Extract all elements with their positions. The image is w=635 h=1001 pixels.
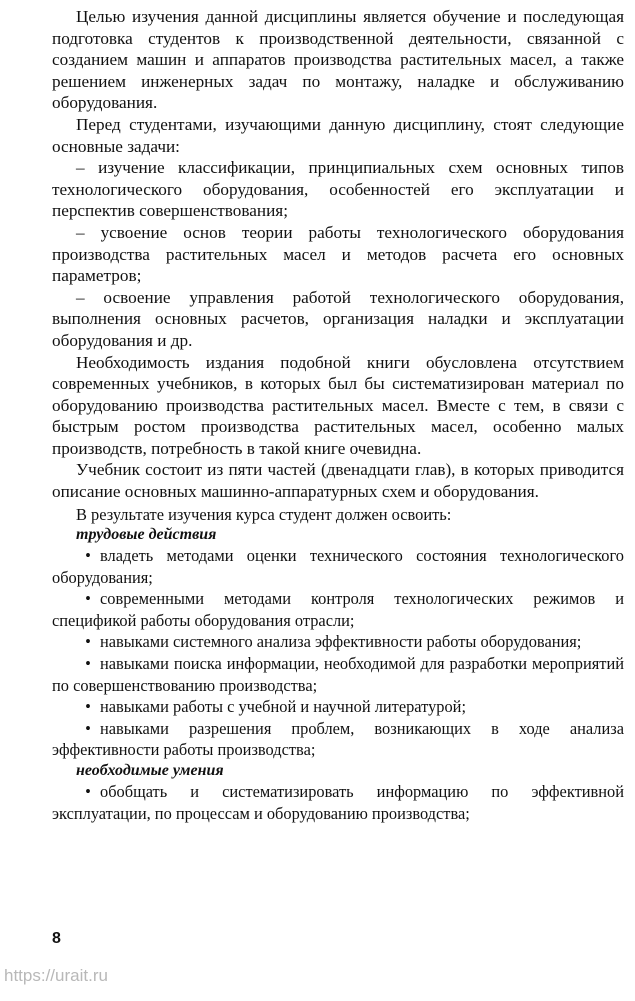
footer-url[interactable]: https://urait.ru	[4, 966, 108, 985]
paragraph-necessity: Необходимость издания подобной книги обусловлена отсутствием современных учебников, в которых был бы систематизирован материал по оборудованию производства растительных масел. Вместе с тем, в связи с быстрым ростом производства растительных масел, особенно малых производств, потребность в такой книге очевидна.	[52, 352, 624, 458]
bullet-icon: •	[85, 589, 91, 609]
task-item: – освоение управления работой технологического оборудования, выполнения основных расчетов, организация наладки и эксплуатации оборудования и др.	[52, 287, 624, 350]
paragraph-structure: Учебник состоит из пяти частей (двенадцати глав), в которых приводится описание основных машинно-аппаратурных схем и оборудования.	[52, 460, 624, 502]
list-item: • обобщать и систематизировать информацию по эффективной эксплуатации, по процессам и оборудованию производства;	[52, 782, 624, 823]
list-item: • навыками работы с учебной и научной литературой;	[52, 696, 624, 718]
list-item: • современными методами контроля технологических режимов и спецификой работы оборудования отрасли;	[52, 589, 624, 630]
page-body	[52, 6, 624, 824]
bullet-icon: •	[85, 654, 91, 674]
page-number: 8	[52, 930, 61, 947]
paragraph-tasks-intro: Перед студентами, изучающими данную дисциплину, стоят следующие основные задачи:	[52, 114, 624, 156]
labor-actions-heading: трудовые действия	[76, 526, 217, 544]
task-item: – изучение классификации, принципиальных схем основных типов технологического оборудования, особенностей его эксплуатации и перспектив совершенствования;	[52, 158, 624, 221]
task-item: – усвоение основ теории работы технологического оборудования производства растительных масел и методов расчета его основных параметров;	[52, 222, 624, 286]
bullet-icon: •	[85, 546, 91, 566]
bullet-icon: •	[85, 718, 91, 738]
bullet-icon: •	[85, 697, 91, 717]
skills-heading: необходимые умения	[76, 762, 224, 779]
bullet-icon: •	[85, 632, 91, 652]
list-item: • навыками системного анализа эффективности работы оборудования;	[52, 631, 624, 653]
course-intro: В результате изучения курса студент должен освоить:	[76, 504, 452, 524]
list-item: • навыками разрешения проблем, возникающих в ходе анализа эффективности работы производства;	[52, 718, 624, 760]
paragraph-goal: Целью изучения данной дисциплины является обучение и последующая подготовка студентов к производственной деятельности, связанной с созданием машин и аппаратов производства растительных масел, а также решением инженерных задач по монтажу, наладке и обслуживанию оборудования.	[52, 7, 624, 113]
list-item: • владеть методами оценки технического состояния технологического оборудования;	[52, 546, 624, 587]
list-item: • навыками поиска информации, необходимой для разработки мероприятий по совершенствованию производства;	[52, 654, 624, 695]
bullet-icon: •	[85, 782, 91, 801]
